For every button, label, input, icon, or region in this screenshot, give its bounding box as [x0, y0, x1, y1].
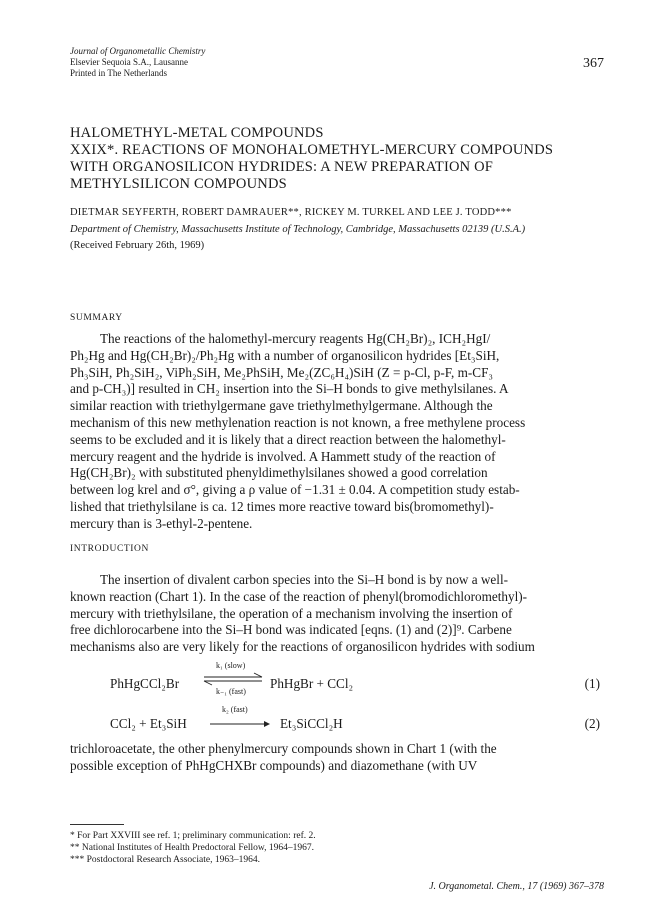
rate-constant-top: k₂ (fast): [222, 705, 248, 714]
equation-1: [110, 661, 600, 696]
journal-name: Journal of Organometallic Chemistry: [70, 46, 206, 56]
intro-line: trichloroacetate, the other phenylmercury compounds shown in Chart 1 (with the: [70, 741, 497, 756]
summary-line: Hg(CH₂Br)₂ with substituted phenyldimethylsilanes showed a good correlation: [70, 465, 488, 481]
title-line-1: HALOMETHYL-METAL COMPOUNDS: [70, 125, 324, 141]
publisher: Elsevier Sequoia S.A., Lausanne: [70, 57, 188, 67]
affiliation: Department of Chemistry, Massachusetts Institute of Technology, Cambridge, Massachusetts 02139 (U.S.A.): [70, 224, 526, 235]
intro-line: possible exception of PhHgCHXBr compounds) and diazomethane (with UV: [70, 757, 478, 773]
summary-line: mercury reagent and the hydride is involved. A Hammett study of the reaction of: [70, 448, 496, 464]
rate-constant-top: k₁ (slow): [216, 661, 246, 670]
introduction-heading: INTRODUCTION: [70, 544, 149, 554]
summary-line: Ph₃SiH, Ph₂SiH₂, ViPh₂SiH, Me₂PhSiH, Me₂(ZC₆H₄)SiH (Z = p-Cl, p-F, m-CF₃: [70, 364, 493, 380]
authors: DIETMAR SEYFERTH, ROBERT DAMRAUER**, RICKEY M. TURKEL AND LEE J. TODD***: [70, 207, 512, 218]
summary-line: between log krel and σ°, giving a ρ value of −1.31 ± 0.04. A competition study estab-: [70, 482, 520, 498]
summary-paragraph: [70, 331, 600, 533]
right-arrow-icon: [208, 716, 268, 736]
page-number: 367: [583, 56, 604, 71]
summary-line: Ph₂Hg and Hg(CH₂Br)₂/Ph₂Hg with a number of organosilicon hydrides [Et₃SiH,: [70, 347, 500, 363]
printed-in: Printed in The Netherlands: [70, 68, 168, 78]
intro-line: mercury with triethylsilane, the operation of a mechanism involving the insertion of: [70, 605, 513, 621]
summary-line: lished that triethylsilane is ca. 12 times more reactive toward bis(bromomethyl)-: [70, 498, 494, 514]
footnotes: [70, 830, 316, 866]
journal-header: [70, 46, 205, 79]
equation-lhs: PhHgCCl₂Br: [110, 676, 180, 691]
footnote: *** Postdoctoral Research Associate, 1963–1964.: [70, 855, 260, 865]
article-title: [70, 125, 630, 193]
summary-line: mercury than is 3-ethyl-2-pentene.: [70, 515, 253, 531]
summary-line: mechanism of this new methylenation reaction is not known, a free methylene process: [70, 414, 526, 430]
intro-line: known reaction (Chart 1). In the case of the reaction of phenyl(bromodichloromethyl)-: [70, 588, 528, 604]
title-line-2: XXIX*. REACTIONS OF MONOHALOMETHYL-MERCURY COMPOUNDS: [70, 142, 554, 158]
intro-line: free dichlorocarbene into the Si–H bond was indicated [eqns. (1) and (2)]⁹. Carbene: [70, 622, 512, 638]
equation-number: (1): [584, 676, 600, 691]
footer-citation: J. Organometal. Chem., 17 (1969) 367–378: [429, 881, 604, 892]
equation-rhs: PhHgBr + CCl₂: [270, 676, 354, 691]
equation-2: [110, 705, 600, 736]
intro-line: mechanisms also are very likely for the reactions of organosilicon hydrides with sodium: [70, 639, 535, 655]
introduction-continuation: [70, 741, 600, 775]
title-line-3: WITH ORGANOSILICON HYDRIDES: A NEW PREPARATION OF: [70, 159, 494, 175]
equation-number: (2): [584, 716, 600, 731]
summary-line: seems to be excluded and it is likely that a direct reaction between the halomethyl-: [70, 431, 506, 447]
rate-constant-bottom: k₋₁ (fast): [216, 687, 246, 696]
footnote: * For Part XXVIII see ref. 1; preliminary communication: ref. 2.: [70, 831, 316, 841]
equation-rhs: Et₃SiCCl₂H: [280, 716, 343, 731]
received-date: (Received February 26th, 1969): [70, 240, 205, 251]
summary-line: similar reaction with triethylgermane gave triethylmethylgermane. Although the: [70, 398, 493, 414]
footnote-divider: [70, 824, 124, 825]
footnote: ** National Institutes of Health Predoctoral Fellow, 1964–1967.: [70, 843, 314, 853]
equation-lhs: CCl₂ + Et₃SiH: [110, 716, 187, 731]
introduction-paragraph: [70, 572, 600, 656]
title-line-4: METHYLSILICON COMPOUNDS: [70, 176, 287, 192]
summary-heading: SUMMARY: [70, 313, 123, 323]
intro-line: The insertion of divalent carbon species into the Si–H bond is by now a well-: [100, 572, 508, 587]
summary-line: and p-CH₃)] resulted in CH₂ insertion into the Si–H bonds to give methylsilanes. A: [70, 381, 509, 397]
summary-line: The reactions of the halomethyl-mercury reagents Hg(CH₂Br)₂, ICH₂HgI/: [100, 331, 491, 346]
